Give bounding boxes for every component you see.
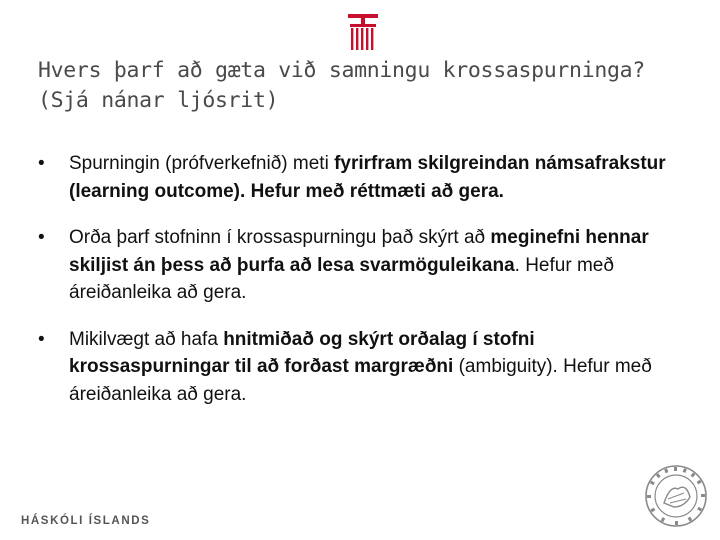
bullet-list xyxy=(38,150,688,427)
bullet-item xyxy=(38,326,688,409)
bullet-text-bold: meginefni hennar skiljist án þess að þurfa að lesa svarmöguleikana xyxy=(69,227,649,276)
bullet-text: . Hefur með áreiðanleika að gera. xyxy=(69,254,614,303)
bullet-text: Mikilvægt að hafa xyxy=(69,328,224,350)
bullet-marker: • xyxy=(38,328,45,350)
bullet-item xyxy=(38,150,688,205)
bullet-text: (ambiguity). Hefur með áreiðanleika að gera. xyxy=(69,356,652,405)
university-building-logo-icon xyxy=(348,14,378,52)
bullet-marker: • xyxy=(38,153,45,174)
bullet-marker: • xyxy=(38,227,45,248)
bullet-text: Spurningin (prófverkefnið) meti xyxy=(69,153,335,174)
university-seal-icon xyxy=(640,463,712,529)
bullet-item xyxy=(38,224,688,307)
slide-title-line-1: Hvers þarf að gæta við samningu krossaspurninga? xyxy=(38,58,645,83)
bullet-text: Orða þarf stofninn í krossaspurningu það skýrt að xyxy=(69,227,491,248)
bullet-text-bold: hnitmiðað og skýrt orðalag í stofni krossaspurningar til að forðast margræðni xyxy=(69,328,535,377)
slide-title xyxy=(38,56,698,116)
slide-title-line-2: (Sjá nánar ljósrit) xyxy=(38,88,279,113)
university-name: HÁSKÓLI ÍSLANDS xyxy=(21,515,151,527)
bullet-text-bold: fyrirfram skilgreindan námsafrakstur (learning outcome). Hefur með réttmæti að gera. xyxy=(69,153,666,202)
